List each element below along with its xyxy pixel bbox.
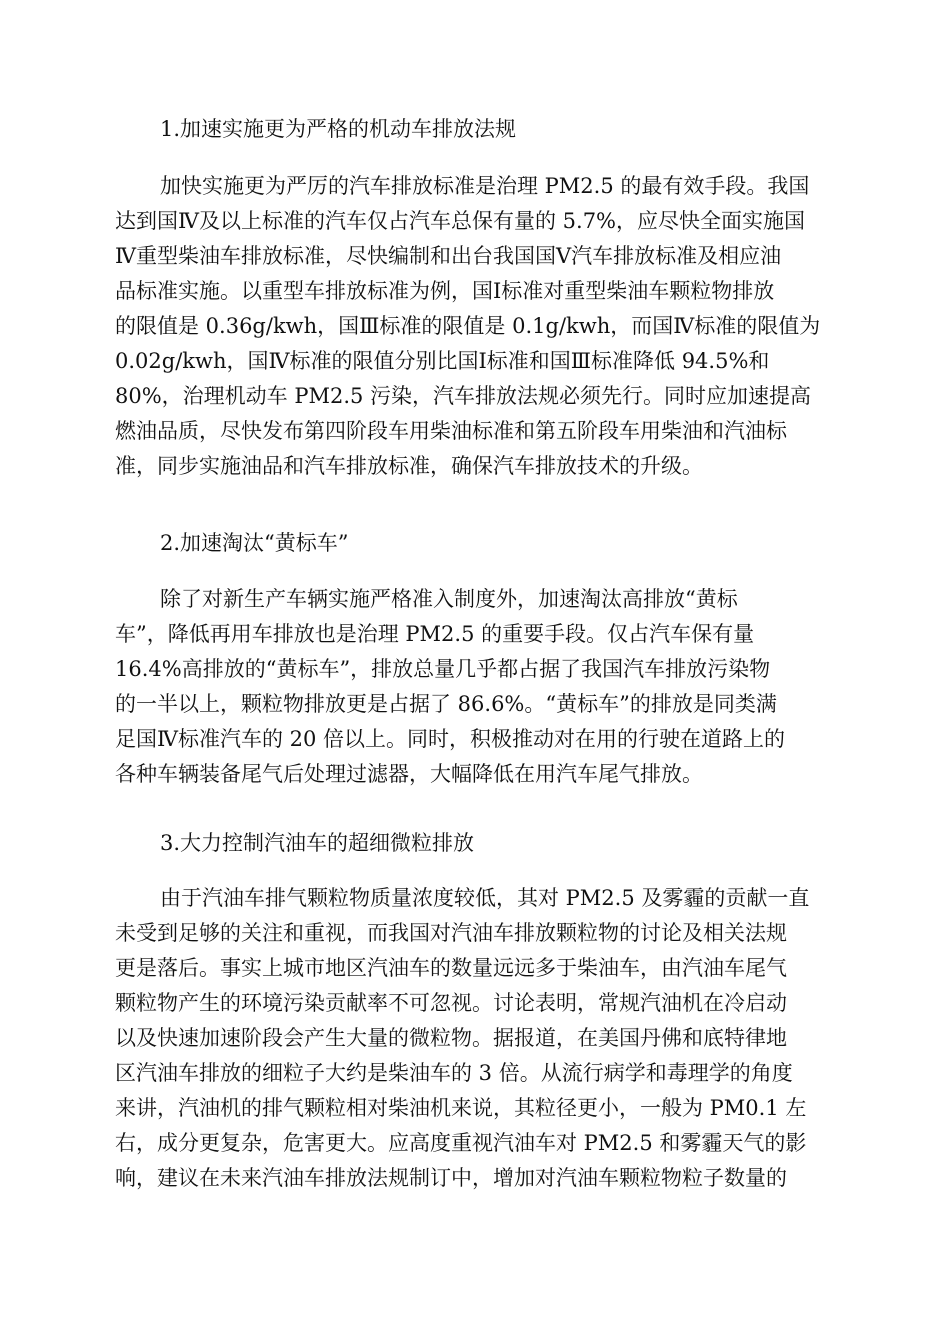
paragraph-line: 以及快速加速阶段会产生大量的微粒物。据报道，在美国丹佛和底特律地 xyxy=(115,1026,787,1050)
paragraph-line: 除了对新生产车辆实施严格准入制度外，加速淘汰高排放“黄标 xyxy=(160,587,738,611)
paragraph-line: 响，建议在未来汽油车排放法规制订中，增加对汽油车颗粒物粒子数量的 xyxy=(115,1166,787,1190)
paragraph-line: 颗粒物产生的环境污染贡献率不可忽视。讨论表明，常规汽油机在冷启动 xyxy=(115,991,787,1015)
paragraph-line: 燃油品质，尽快发布第四阶段车用柴油标准和第五阶段车用柴油和汽油标 xyxy=(115,419,787,443)
paragraph-line: 的一半以上，颗粒物排放更是占据了 86.6%。“黄标车”的排放是同类满 xyxy=(115,692,777,716)
paragraph-line: 品标准实施。以重型车排放标准为例，国Ⅰ标准对重型柴油车颗粒物排放 xyxy=(115,279,775,303)
paragraph-line: 达到国Ⅳ及以上标准的汽车仅占汽车总保有量的 5.7%，应尽快全面实施国 xyxy=(115,209,806,233)
paragraph-line: 足国Ⅳ标准汽车的 20 倍以上。同时，积极推动对在用的行驶在道路上的 xyxy=(115,727,786,751)
paragraph-line: 准，同步实施油品和汽车排放标准，确保汽车排放技术的升级。 xyxy=(115,454,703,478)
paragraph-line: 更是落后。事实上城市地区汽油车的数量远远多于柴油车，由汽油车尾气 xyxy=(115,956,787,980)
paragraph-line: 各种车辆装备尾气后处理过滤器，大幅降低在用汽车尾气排放。 xyxy=(115,762,703,786)
paragraph-line: 区汽油车排放的细粒子大约是柴油车的 3 倍。从流行病学和毒理学的角度 xyxy=(115,1061,793,1085)
paragraph-line: 由于汽油车排气颗粒物质量浓度较低，其对 PM2.5 及雾霾的贡献一直 xyxy=(160,886,810,910)
section-heading: 3.大力控制汽油车的超细微粒排放 xyxy=(160,831,475,855)
paragraph-line: 右，成分更复杂，危害更大。应高度重视汽油车对 PM2.5 和雾霾天气的影 xyxy=(115,1131,807,1155)
paragraph-line: Ⅳ重型柴油车排放标准，尽快编制和出台我国国Ⅴ汽车排放标准及相应油 xyxy=(115,244,782,268)
paragraph-line: 0.02g/kwh，国Ⅳ标准的限值分别比国Ⅰ标准和国Ⅲ标准降低 94.5%和 xyxy=(115,349,770,373)
paragraph-line: 车”，降低再用车排放也是治理 PM2.5 的重要手段。仅占汽车保有量 xyxy=(115,622,755,646)
paragraph-line: 16.4%高排放的“黄标车”，排放总量几乎都占据了我国汽车排放污染物 xyxy=(115,657,771,681)
section-heading: 2.加速淘汰“黄标车” xyxy=(160,531,349,555)
paragraph-line: 未受到足够的关注和重视，而我国对汽油车排放颗粒物的讨论及相关法规 xyxy=(115,921,787,945)
paragraph-line: 加快实施更为严厉的汽车排放标准是治理 PM2.5 的最有效手段。我国 xyxy=(160,174,810,198)
paragraph-line: 80%，治理机动车 PM2.5 污染，汽车排放法规必须先行。同时应加速提高 xyxy=(115,384,812,408)
section-heading: 1.加速实施更为严格的机动车排放法规 xyxy=(160,117,517,141)
paragraph-line: 的限值是 0.36g/kwh，国Ⅲ标准的限值是 0.1g/kwh，而国Ⅳ标准的限值为 xyxy=(115,314,821,338)
paragraph-line: 来讲，汽油机的排气颗粒相对柴油机来说，其粒径更小，一般为 PM0.1 左 xyxy=(115,1096,807,1120)
